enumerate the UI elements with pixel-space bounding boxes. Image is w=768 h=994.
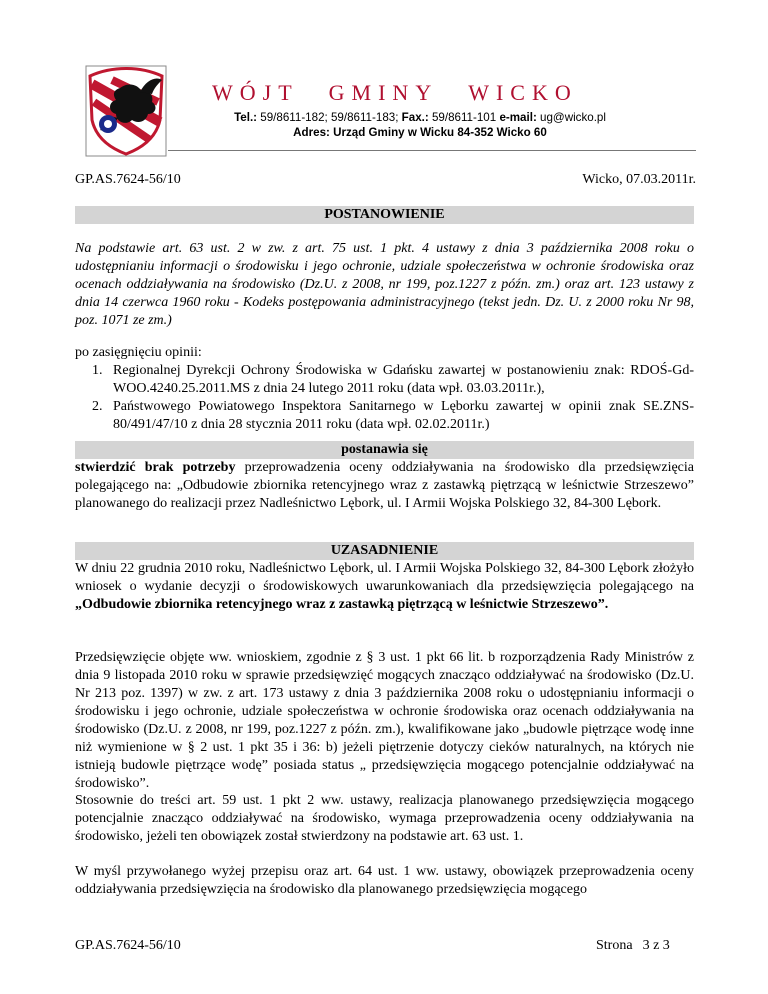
footer-reference: GP.AS.7624-56/10	[75, 938, 181, 953]
justification-bold: „Odbudowie zbiornika retencyjnego wraz z zastawką piętrzącą w leśnictwie Strzeszewo”.	[75, 597, 609, 612]
justification-paragraph-2: Przedsięwzięcie objęte ww. wnioskiem, zgodnie z § 3 ust. 1 pkt 66 lit. b rozporządzenia Rady Ministrów z dnia 9 listopada 2010 roku w sprawie przedsięwzięć mogących znacząco oddziaływać na środowisko (Dz.U. Nr 213 poz. 1397) w zw. z art. 173 ustawy z dnia 3 października 2008 roku o udostępnianiu informacji o środowisku i jego ochronie, udziale społeczeństwa w ochronie środowiska oraz ocenach oddziaływania na środowisko (Dz.U. z 2008, nr 199, poz.1227 z późn. zm.), kwalifikowane jako „budowle piętrzące wodę inne niż wymienione w § 2 ust. 1 pkt 35 i 36: b) jeżeli piętrzenie dotyczy cieków naturalnych, na których nie istnieją budowle piętrzące wodę” posiada status „ przedsięwzięcia mogącego potencjalnie oddziaływać na środowisko”.	[75, 650, 694, 791]
tel-value: 59/8611-182; 59/8611-183;	[257, 111, 402, 124]
decision-bold: stwierdzić brak potrzeby	[75, 460, 236, 475]
page-number: 3 z 3	[642, 938, 670, 953]
list-item-number: 1.	[92, 363, 103, 378]
email-value: ug@wicko.pl	[536, 111, 606, 124]
document-date: Wicko, 07.03.2011r.	[582, 172, 696, 187]
heading-uzasadnienie: UZASADNIENIE	[75, 542, 694, 560]
document-reference: GP.AS.7624-56/10	[75, 172, 181, 187]
title-word-wicko: WICKO	[468, 80, 578, 105]
list-item-text: Państwowego Powiatowego Inspektora Sanitarnego w Lęborku zawartej w opinii znak SE.ZNS-80/491/47/10 z dnia 28 stycznia 2011 roku (data wpł. 02.02.2011r.)	[113, 399, 694, 432]
justification-paragraph-4: W myśl przywołanego wyżej przepisu oraz art. 64 ust. 1 ww. ustawy, obowiązek przeprowadzenia oceny oddziaływania przedsięwzięcia na środowisko dla planowanego przedsięwzięcia mogącego	[75, 864, 694, 897]
header-divider	[168, 150, 696, 151]
list-item-text: Regionalnej Dyrekcji Ochrony Środowiska w Gdańsku zawartej w postanowieniu znak: RDOŚ-Gd-WOO.4240.25.2011.MS z dnia 24 lutego 2011 roku (data wpł. 03.03.2011r.),	[113, 363, 694, 396]
list-item	[75, 362, 694, 398]
list-item	[75, 398, 694, 434]
heading-postanowienie: POSTANOWIENIE	[75, 206, 694, 224]
justification-paragraph-1	[75, 560, 694, 614]
footer-page-number	[596, 938, 670, 954]
heading-postanawia-sie: postanawia się	[75, 441, 694, 459]
tel-label: Tel.:	[234, 111, 258, 124]
page-label: Strona	[596, 938, 633, 953]
title-word-gminy: GMINY	[328, 80, 439, 105]
office-title	[212, 80, 702, 106]
fax-label: Fax.:	[401, 111, 429, 124]
address-label: Adres:	[293, 126, 330, 139]
opinions-list	[75, 362, 694, 434]
contact-info	[170, 110, 670, 140]
list-item-number: 2.	[92, 399, 103, 414]
decision-text: przeprowadzenia oceny oddziaływania na środowisko dla przedsięwzięcia polegającego na: „Odbudowie zbiornika retencyjnego wraz z zastawką piętrzącą w leśnictwie Strzeszewo” planowanego do realizacji przez Nadleśnictwo Lębork, ul. I Armii Wojska Polskiego 32, 84-300 Lębork.	[75, 460, 695, 511]
email-label: e-mail:	[499, 111, 537, 124]
title-word-wojt: WÓJT	[212, 80, 299, 105]
fax-value: 59/8611-101	[428, 111, 500, 124]
legal-basis-paragraph: Na podstawie art. 63 ust. 2 w zw. z art. 75 ust. 1 pkt. 4 ustawy z dnia 3 października 2008 roku o udostępnianiu informacji o środowisku i jego ochronie, udziale społeczeństwa w ochronie środowiska oraz ocenach oddziaływania na środowisko (Dz.U. z 2008, nr 199, poz.1227 z późn. zm.) oraz art. 123 ustawy z dnia 14 czerwca 1960 roku - Kodeks postępowania administracyjnego (tekst jedn. Dz. U. z 2000 roku Nr 98, poz. 1071 ze zm.)	[75, 241, 694, 328]
justification-text: W dniu 22 grudnia 2010 roku, Nadleśnictwo Lębork, ul. I Armii Wojska Polskiego 32, 84-300 Lębork złożyło wniosek o wydanie decyzji o środowiskowych uwarunkowaniach dla przedsięwzięcia polegającego na	[75, 561, 694, 594]
justification-paragraph-3: Stosownie do treści art. 59 ust. 1 pkt 2 ww. ustawy, realizacja planowanego przedsięwzięcia mogącego potencjalnie znacząco oddziaływać na środowisko, wymaga przeprowadzenia oceny oddziaływania na środowisko, jeżeli ten obowiązek został stwierdzony na podstawie art. 63 ust. 1.	[75, 793, 694, 844]
contact-line-address	[170, 125, 670, 140]
address-value: Urząd Gminy w Wicku 84-352 Wicko 60	[329, 126, 547, 139]
contact-line-phones	[170, 110, 670, 125]
coat-of-arms-emblem	[82, 62, 170, 160]
decision-paragraph	[75, 459, 694, 513]
opinions-intro: po zasięgnięciu opinii:	[75, 345, 202, 360]
